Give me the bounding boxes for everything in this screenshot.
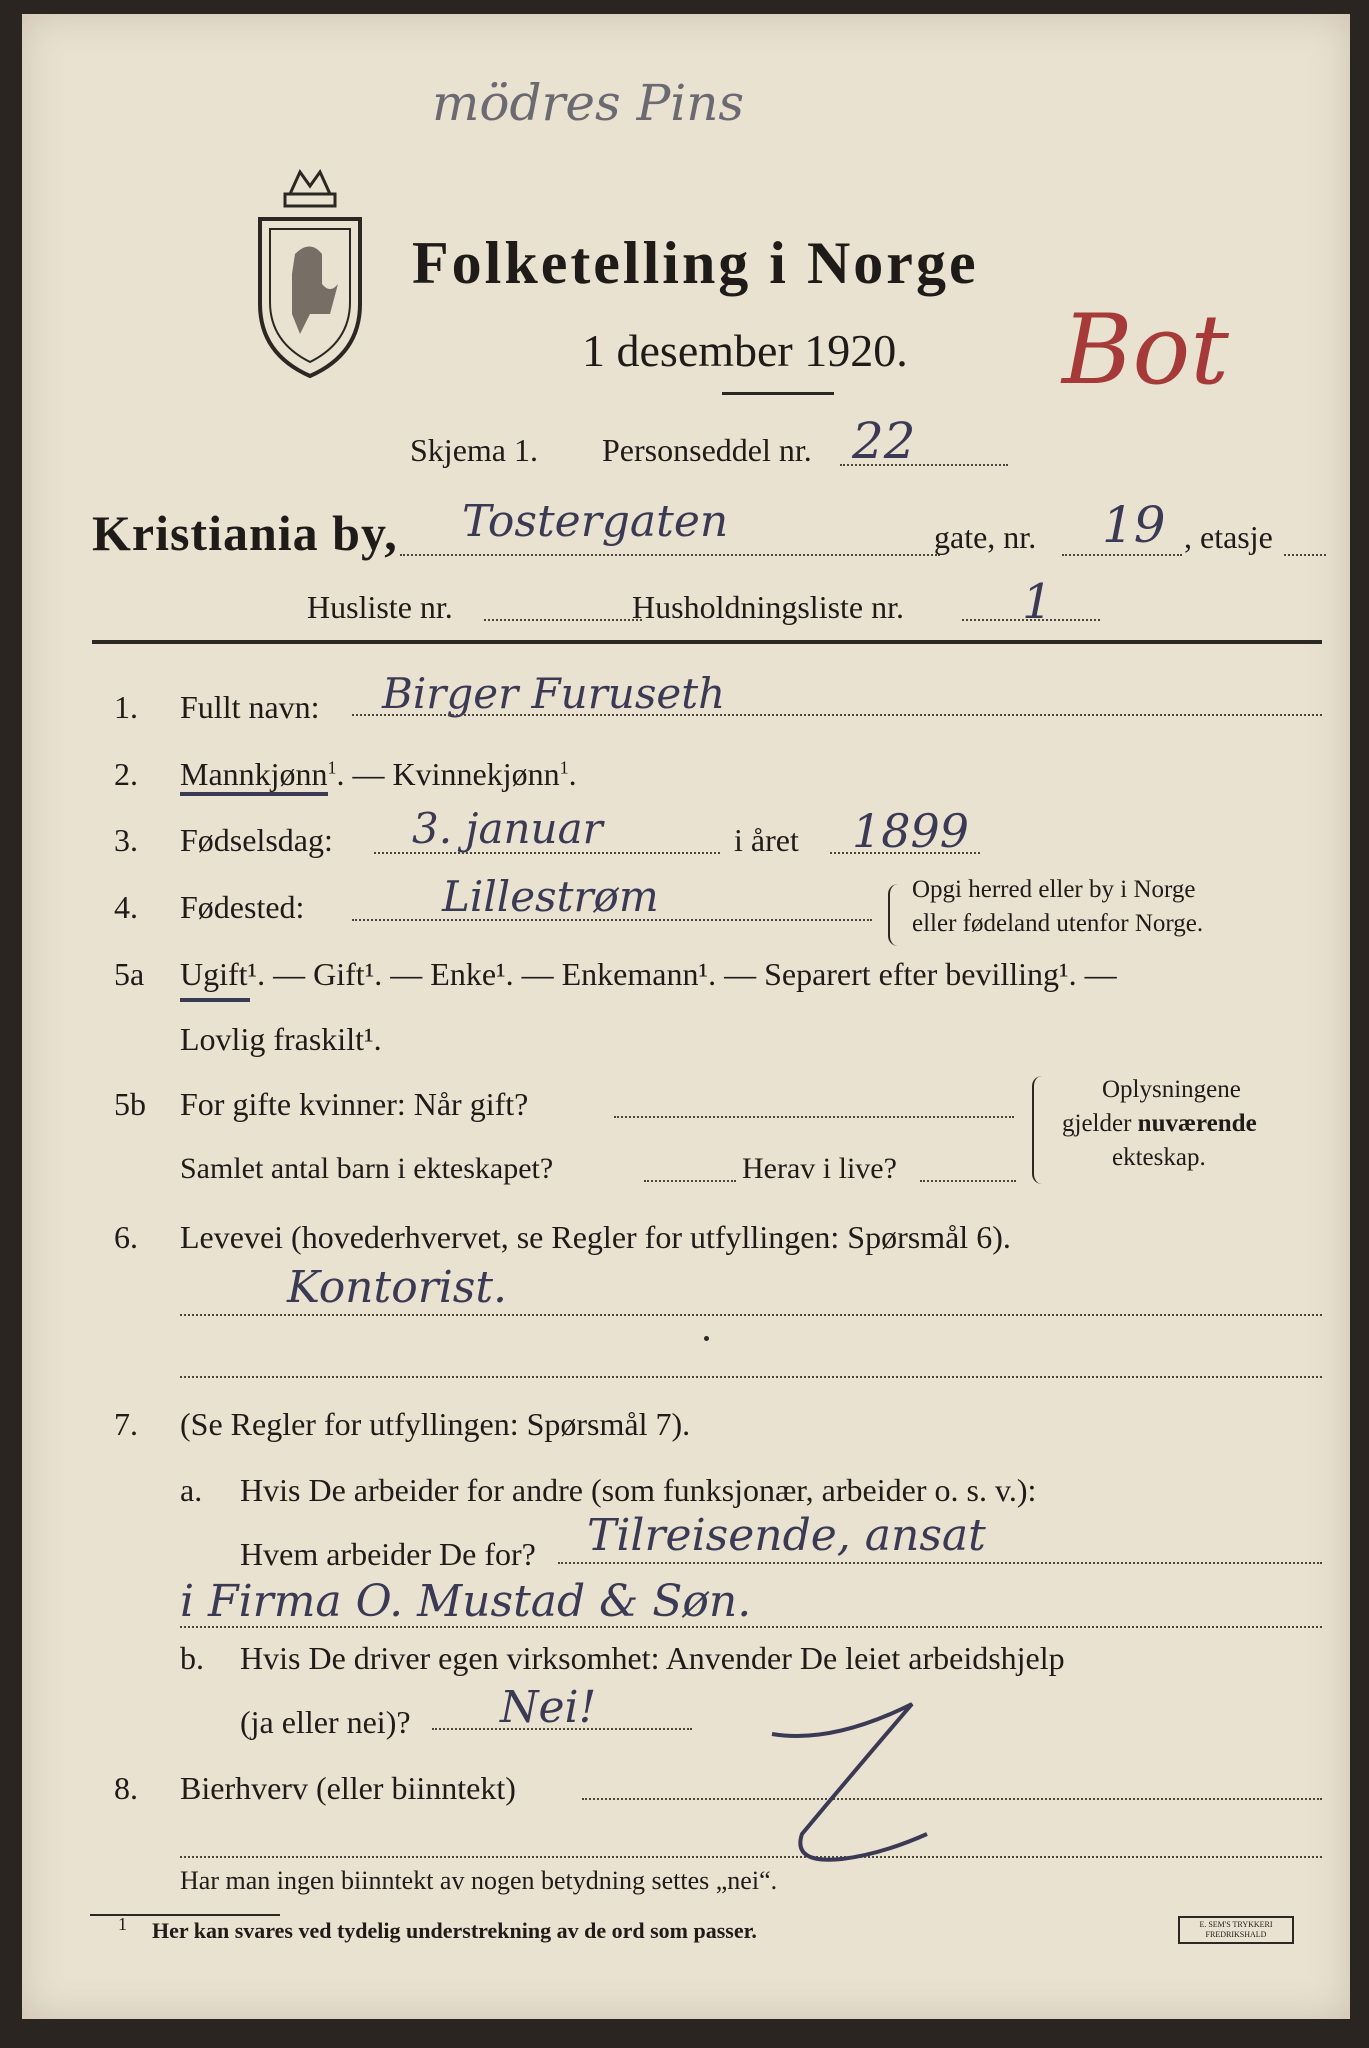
q3-year-label: i året — [734, 822, 799, 858]
q4-brace — [888, 884, 898, 946]
q7a-question: Hvem arbeider De for? — [240, 1536, 536, 1572]
q8-number: 8. — [114, 1770, 138, 1806]
q1-line — [352, 714, 1322, 716]
husholdning-label: Husholdningsliste nr. — [632, 589, 905, 625]
q3-label: Fødselsdag: — [180, 822, 333, 858]
census-date: 1 desember 1920. — [582, 325, 908, 376]
q5b-line-1: For gifte kvinner: Når gift? — [180, 1086, 529, 1122]
q2-female-option: Kvinnekjønn — [392, 756, 560, 792]
q5b-alive-label: Herav i live? — [742, 1152, 897, 1185]
husliste-line — [484, 619, 642, 621]
q4-line — [352, 919, 872, 921]
q5b-married-line — [614, 1116, 1014, 1118]
pencil-note: mödres Pins — [432, 74, 745, 132]
q4-birthplace-value: Lillestrøm — [442, 872, 659, 921]
q5b-note-1: Oplysningene — [1102, 1076, 1241, 1103]
q8-dash-mark — [762, 1694, 942, 1874]
q5a-line-1: Ugift¹. — Gift¹. — Enke¹. — Enkemann¹. — Separert efter bevilling¹. — — [180, 956, 1117, 992]
q3-year-value: 1899 — [852, 804, 970, 858]
q7b-label: Hvis De driver egen virksomhet: Anvender De leiet arbeidshjelp — [240, 1640, 1065, 1676]
q4-note-1: Opgi herred eller by i Norge — [912, 876, 1196, 903]
q7a-line-2 — [180, 1626, 1322, 1628]
header-rule — [92, 640, 1322, 644]
q2-gender — [180, 756, 577, 793]
q3-date-line — [374, 852, 720, 854]
q5a-line-2: Lovlig fraskilt¹. — [180, 1021, 382, 1057]
q2-number: 2. — [114, 756, 138, 792]
q1-name-value: Birger Furuseth — [382, 669, 726, 718]
q5b-note-2b: nuværende — [1137, 1110, 1257, 1137]
etasje-line — [1284, 554, 1326, 556]
q4-note-2: eller fødeland utenfor Norge. — [912, 910, 1204, 937]
q4-number: 4. — [114, 889, 138, 925]
skjema-label: Skjema 1. — [410, 432, 538, 468]
q2-male-sup: 1 — [327, 757, 337, 778]
q5b-note-2 — [1062, 1110, 1257, 1138]
form-title: Folketelling i Norge — [412, 230, 979, 296]
husliste-label: Husliste nr. — [307, 589, 453, 625]
gate-nr-value: 19 — [1102, 496, 1166, 554]
q5b-children-line — [644, 1180, 736, 1182]
personseddel-label: Personseddel nr. — [602, 432, 812, 468]
q5b-children-label: Samlet antal barn i ekteskapet? — [180, 1152, 554, 1185]
q5b-number: 5b — [114, 1086, 146, 1122]
q7b-answer-value: Nei! — [500, 1682, 597, 1733]
street-line — [400, 554, 940, 556]
q3-year-line — [830, 852, 980, 854]
q2-separator: . — — [336, 756, 393, 792]
q6-dot — [704, 1336, 709, 1341]
husholdning-value: 1 — [1022, 574, 1053, 630]
q7-label: (Se Regler for utfyllingen: Spørsmål 7). — [180, 1406, 691, 1442]
q2-end: . — [568, 756, 577, 792]
q8-line-2 — [180, 1856, 1322, 1858]
street-value: Tostergaten — [462, 496, 729, 547]
q5a-number: 5a — [114, 956, 145, 992]
q5a-underline — [180, 998, 250, 1002]
q2-female-sup: 1 — [559, 757, 569, 778]
q1-label: Fullt navn: — [180, 689, 320, 725]
q3-date-value: 3. januar — [412, 804, 603, 853]
coat-of-arms-icon — [250, 164, 370, 379]
q1-number: 1. — [114, 689, 138, 725]
q6-line-2 — [180, 1376, 1322, 1378]
no-income-note: Har man ingen biinntekt av nogen betydning settes „nei“. — [180, 1866, 778, 1895]
city-label: Kristiania by, — [92, 505, 398, 561]
q3-number: 3. — [114, 822, 138, 858]
q6-number: 6. — [114, 1219, 138, 1255]
footnote-number: 1 — [118, 1914, 127, 1934]
q7a-employer-value-1: Tilreisende, ansat — [587, 1510, 986, 1561]
q7a-employer-value-2: i Firma O. Mustad & Søn. — [180, 1576, 752, 1627]
q7a-letter: a. — [180, 1472, 203, 1508]
q5b-note-2a: gjelder — [1062, 1110, 1138, 1137]
husholdning-line — [962, 619, 1100, 621]
q7b-line — [432, 1728, 692, 1730]
q8-line-1 — [582, 1798, 1322, 1800]
gate-nr-line — [1062, 554, 1182, 556]
q5b-alive-line — [920, 1180, 1016, 1182]
gate-label: gate, nr. — [934, 519, 1037, 555]
q7b-question: (ja eller nei)? — [240, 1704, 411, 1740]
footnote-text: Her kan svares ved tydelig understrekning av de ord som passer. — [152, 1918, 757, 1943]
q7-number: 7. — [114, 1406, 138, 1442]
q8-label: Bierhverv (eller biinntekt) — [180, 1770, 516, 1806]
personseddel-value: 22 — [852, 412, 916, 470]
q7a-label: Hvis De arbeider for andre (som funksjonær, arbeider o. s. v.): — [240, 1472, 1037, 1508]
q5b-brace — [1032, 1076, 1044, 1184]
census-form — [22, 14, 1350, 2019]
personseddel-line — [840, 464, 1008, 466]
q7b-letter: b. — [180, 1640, 204, 1676]
q7a-line-1 — [558, 1562, 1322, 1564]
title-divider — [722, 392, 834, 395]
red-check-mark: Bot — [1062, 294, 1229, 406]
printer-stamp: E. SEM'S TRYKKERI FREDRIKSHALD — [1178, 1916, 1294, 1944]
q2-male-option: Mannkjønn — [180, 756, 328, 796]
q6-label: Levevei (hovederhvervet, se Regler for utfyllingen: Spørsmål 6). — [180, 1219, 1011, 1255]
q5b-note-3: ekteskap. — [1112, 1144, 1206, 1171]
q6-line-1 — [180, 1314, 1322, 1316]
etasje-label: , etasje — [1184, 519, 1273, 555]
q4-label: Fødested: — [180, 889, 305, 925]
q6-occupation-value: Kontorist. — [287, 1262, 508, 1313]
